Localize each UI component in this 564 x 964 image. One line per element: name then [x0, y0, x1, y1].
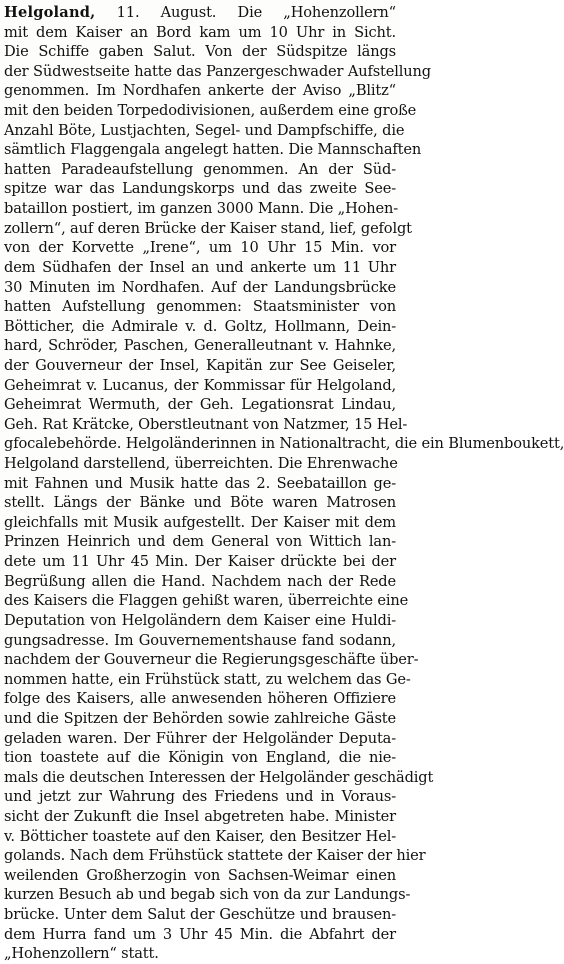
article-line-32: Deputation von Helgoländern dem Kaiser eine Huldi- [4, 611, 396, 629]
article-line-15: 30 Minuten im Nordhafen. Auf der Landungsbrücke [4, 278, 396, 296]
article-line-24: Helgoland darstellend, überreichten. Die Ehrenwache [4, 455, 398, 473]
article-line-35: nommen hatte, ein Frühstück statt, zu welchem das Ge- [4, 670, 411, 688]
article-line-17: Bötticher, die Admirale v. d. Goltz, Hollmann, Dein- [4, 317, 396, 335]
article-line-42: sicht der Zukunft die Insel abgetreten habe. Minister [4, 807, 396, 825]
article-line-8: sämtlich Flaggengala angelegt hatten. Die Mannschaften [4, 141, 422, 159]
article-line-27: gleichfalls mit Musik aufgestellt. Der Kaiser mit dem [4, 513, 396, 531]
article-line-40: mals die deutschen Interessen der Helgoländer geschädigt [4, 768, 434, 786]
article-line-28: Prinzen Heinrich und dem General von Wittich lan- [4, 533, 396, 551]
article-line-14: dem Südhafen der Insel an und ankerte um 11 Uhr [4, 258, 396, 276]
article-line-37: und die Spitzen der Behörden sowie zahlreiche Gäste [4, 709, 396, 727]
article-line-30: Begrüßung allen die Hand. Nachdem nach der Rede [4, 572, 396, 590]
article-line-20: Geheimrat v. Lucanus, der Kommissar für Helgoland, [4, 376, 396, 394]
article-line-11: bataillon postiert, im ganzen 3000 Mann. Die „Hohen- [4, 200, 399, 218]
article-line-25: mit Fahnen und Musik hatte das 2. Seebataillon ge- [4, 474, 396, 492]
article-line-22: Geh. Rat Krätcke, Oberstleutnant von Natzmer, 15 Hel- [4, 415, 408, 433]
article-line-41: und jetzt zur Wahrung des Friedens und in Voraus- [4, 788, 396, 806]
article-line-16: hatten Aufstellung genommen: Staatsminister von [4, 298, 396, 316]
article-line-13: von der Korvette „Irene“, um 10 Uhr 15 Min. vor [4, 239, 396, 257]
article-line-45: weilenden Großherzogin von Sachsen-Weimar einen [4, 866, 396, 884]
article-line-23: gfocalebehörde. Helgoländerinnen in Nationaltracht, die ein Blumenboukett, [4, 435, 564, 453]
article-line-39: tion toastete auf die Königin von England, die nie- [4, 749, 396, 767]
article-line-47: brücke. Unter dem Salut der Geschütze und brausen- [4, 906, 396, 924]
article-line-26: stellt. Längs der Bänke und Böte waren Matrosen [4, 494, 396, 512]
article-line-10: spitze war das Landungskorps und das zweite See- [4, 180, 396, 198]
article-line-33: gungsadresse. Im Gouvernementshause fand sodann, [4, 631, 396, 649]
article-line-36: folge des Kaisers, alle anwesenden höheren Offiziere [4, 690, 396, 708]
article-line-34: nachdem der Gouverneur die Regierungsgeschäfte über- [4, 651, 419, 669]
dateline: Helgoland, [4, 4, 96, 21]
article-line-19: der Gouverneur der Insel, Kapitän zur See Geiseler, [4, 356, 396, 374]
article-body [4, 23, 564, 964]
article-line-4: der Südwestseite hatte das Panzergeschwader Aufstellung [4, 62, 431, 80]
article-line-1: Helgoland, 11. August. Die „Hohenzollern“ [4, 4, 396, 21]
article-line-29: dete um 11 Uhr 45 Min. Der Kaiser drückte bei der [4, 553, 396, 571]
article-line-9: hatten Paradeaufstellung genommen. An der Süd- [4, 160, 396, 178]
article-line-49: „Hohenzollern“ statt. [4, 945, 159, 963]
article-line-31: des Kaisers die Flaggen gehißt waren, überreichte eine [4, 592, 409, 610]
article-line-6: mit den beiden Torpedodivisionen, außerdem eine große [4, 102, 417, 120]
article-line-3: Die Schiffe gaben Salut. Von der Südspitze längs [4, 43, 396, 61]
article-line-44: golands. Nach dem Frühstück stattete der Kaiser der hier [4, 847, 426, 865]
article-line-21: Geheimrat Wermuth, der Geh. Legationsrat Lindau, [4, 396, 396, 414]
article-line-18: hard, Schröder, Paschen, Generalleutnant v. Hahnke, [4, 337, 396, 355]
article-line-43: v. Bötticher toastete auf den Kaiser, den Besitzer Hel- [4, 827, 396, 845]
article-line-2: mit dem Kaiser an Bord kam um 10 Uhr in Sicht. [4, 23, 396, 41]
article-line-48: dem Hurra fand um 3 Uhr 45 Min. die Abfahrt der [4, 925, 396, 943]
article-line-7: Anzahl Böte, Lustjachten, Segel- und Dampfschiffe, die [4, 121, 405, 139]
article-line-5: genommen. Im Nordhafen ankerte der Aviso „Blitz“ [4, 82, 396, 100]
article-line-46: kurzen Besuch ab und begab sich von da zur Landungs- [4, 886, 411, 904]
article-line-38: geladen waren. Der Führer der Helgoländer Deputa- [4, 729, 396, 747]
article-line-12: zollern“, auf deren Brücke der Kaiser stand, lief, gefolgt [4, 219, 412, 237]
